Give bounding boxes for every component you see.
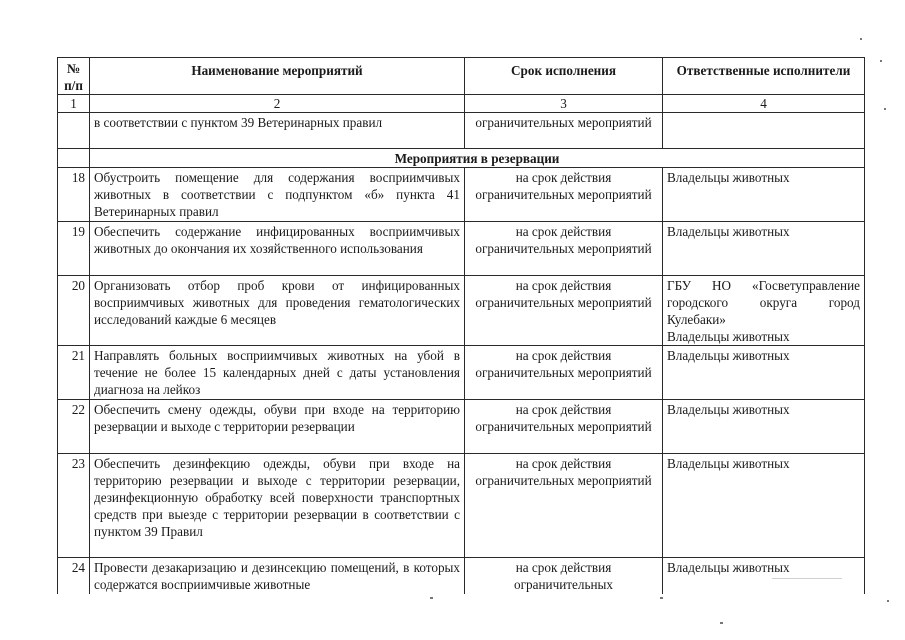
table-row — [58, 454, 865, 558]
col-number-1: 1 — [58, 95, 90, 113]
row-responsible: Владельцы животных — [663, 222, 865, 276]
col-number-3: 3 — [465, 95, 663, 113]
header-name: Наименование мероприятий — [90, 58, 465, 95]
column-numbering-row — [58, 95, 865, 113]
row-responsible: Владельцы животных — [663, 400, 865, 454]
col-number-2: 2 — [90, 95, 465, 113]
row-responsible-org: ГБУ НО «Госветуправление городского округа город Кулебаки» — [667, 278, 860, 327]
scan-speck — [880, 60, 882, 62]
row-name: Направлять больных восприимчивых животных на убой в течение не более 15 календарных дней с даты установления диагноза на лейкоз — [90, 346, 465, 400]
scan-speck — [660, 597, 663, 599]
row-responsible: Владельцы животных — [663, 346, 865, 400]
row-number: 20 — [58, 276, 90, 346]
header-responsible: Ответственные исполнители — [663, 58, 865, 95]
row-name: Обеспечить дезинфекцию одежды, обуви при входе на территорию резервации и выходе с территории резервации, дезинфекционную обработку всей поверхности транспортных средств при выезде с территории резервации в соответствии с пунктом 39 Правил — [90, 454, 465, 558]
scan-speck — [720, 622, 723, 624]
row-term: на срок действия ограничительных мероприятий — [465, 276, 663, 346]
scan-speck — [430, 597, 433, 599]
events-table — [57, 57, 865, 594]
header-term: Срок исполнения — [465, 58, 663, 95]
col-number-4: 4 — [663, 95, 865, 113]
row-number: 21 — [58, 346, 90, 400]
row-term: на срок действия ограничительных мероприятий — [465, 168, 663, 222]
row-responsible — [663, 276, 865, 346]
table-row — [58, 346, 865, 400]
scan-speck — [887, 600, 889, 602]
continuation-responsible — [663, 113, 865, 149]
section-title: Мероприятия в резервации — [90, 149, 865, 168]
table-row — [58, 400, 865, 454]
continuation-row — [58, 113, 865, 149]
row-term: на срок действия ограничительных мероприятий — [465, 400, 663, 454]
row-number: 18 — [58, 168, 90, 222]
row-term: на срок действия ограничительных мероприятий — [465, 454, 663, 558]
row-term: на срок действия ограничительных мероприятий — [465, 346, 663, 400]
row-name: Провести дезакаризацию и дезинсекцию помещений, в которых содержатся восприимчивые животные — [90, 558, 465, 594]
table-header-row — [58, 58, 865, 95]
row-name: Организовать отбор проб крови от инфицированных восприимчивых животных для проведения гематологических исследований каждые 6 месяцев — [90, 276, 465, 346]
header-num: № п/п — [58, 58, 90, 95]
continuation-name: в соответствии с пунктом 39 Ветеринарных правил — [90, 113, 465, 149]
table-row — [58, 558, 865, 594]
row-responsible-owners: Владельцы животных — [667, 329, 790, 344]
row-name: Обеспечить смену одежды, обуви при входе на территорию резервации и выходе с территории резервации — [90, 400, 465, 454]
table-row — [58, 276, 865, 346]
row-name: Обустроить помещение для содержания восприимчивых животных в соответствии с подпунктом «б» пункта 41 Ветеринарных правил — [90, 168, 465, 222]
row-term: на срок действия ограничительных — [465, 558, 663, 594]
scan-speck — [884, 108, 886, 110]
table-row — [58, 222, 865, 276]
section-row — [58, 149, 865, 168]
row-responsible: Владельцы животных — [663, 558, 865, 594]
row-number: 24 — [58, 558, 90, 594]
row-responsible: Владельцы животных — [663, 454, 865, 558]
table-row — [58, 168, 865, 222]
continuation-term: ограничительных мероприятий — [465, 113, 663, 149]
row-term: на срок действия ограничительных мероприятий — [465, 222, 663, 276]
row-number: 23 — [58, 454, 90, 558]
row-name: Обеспечить содержание инфицированных восприимчивых животных до окончания их хозяйственного использования — [90, 222, 465, 276]
row-number: 22 — [58, 400, 90, 454]
scan-speck — [860, 38, 862, 40]
row-number: 19 — [58, 222, 90, 276]
row-responsible: Владельцы животных — [663, 168, 865, 222]
scan-speck — [772, 578, 842, 579]
